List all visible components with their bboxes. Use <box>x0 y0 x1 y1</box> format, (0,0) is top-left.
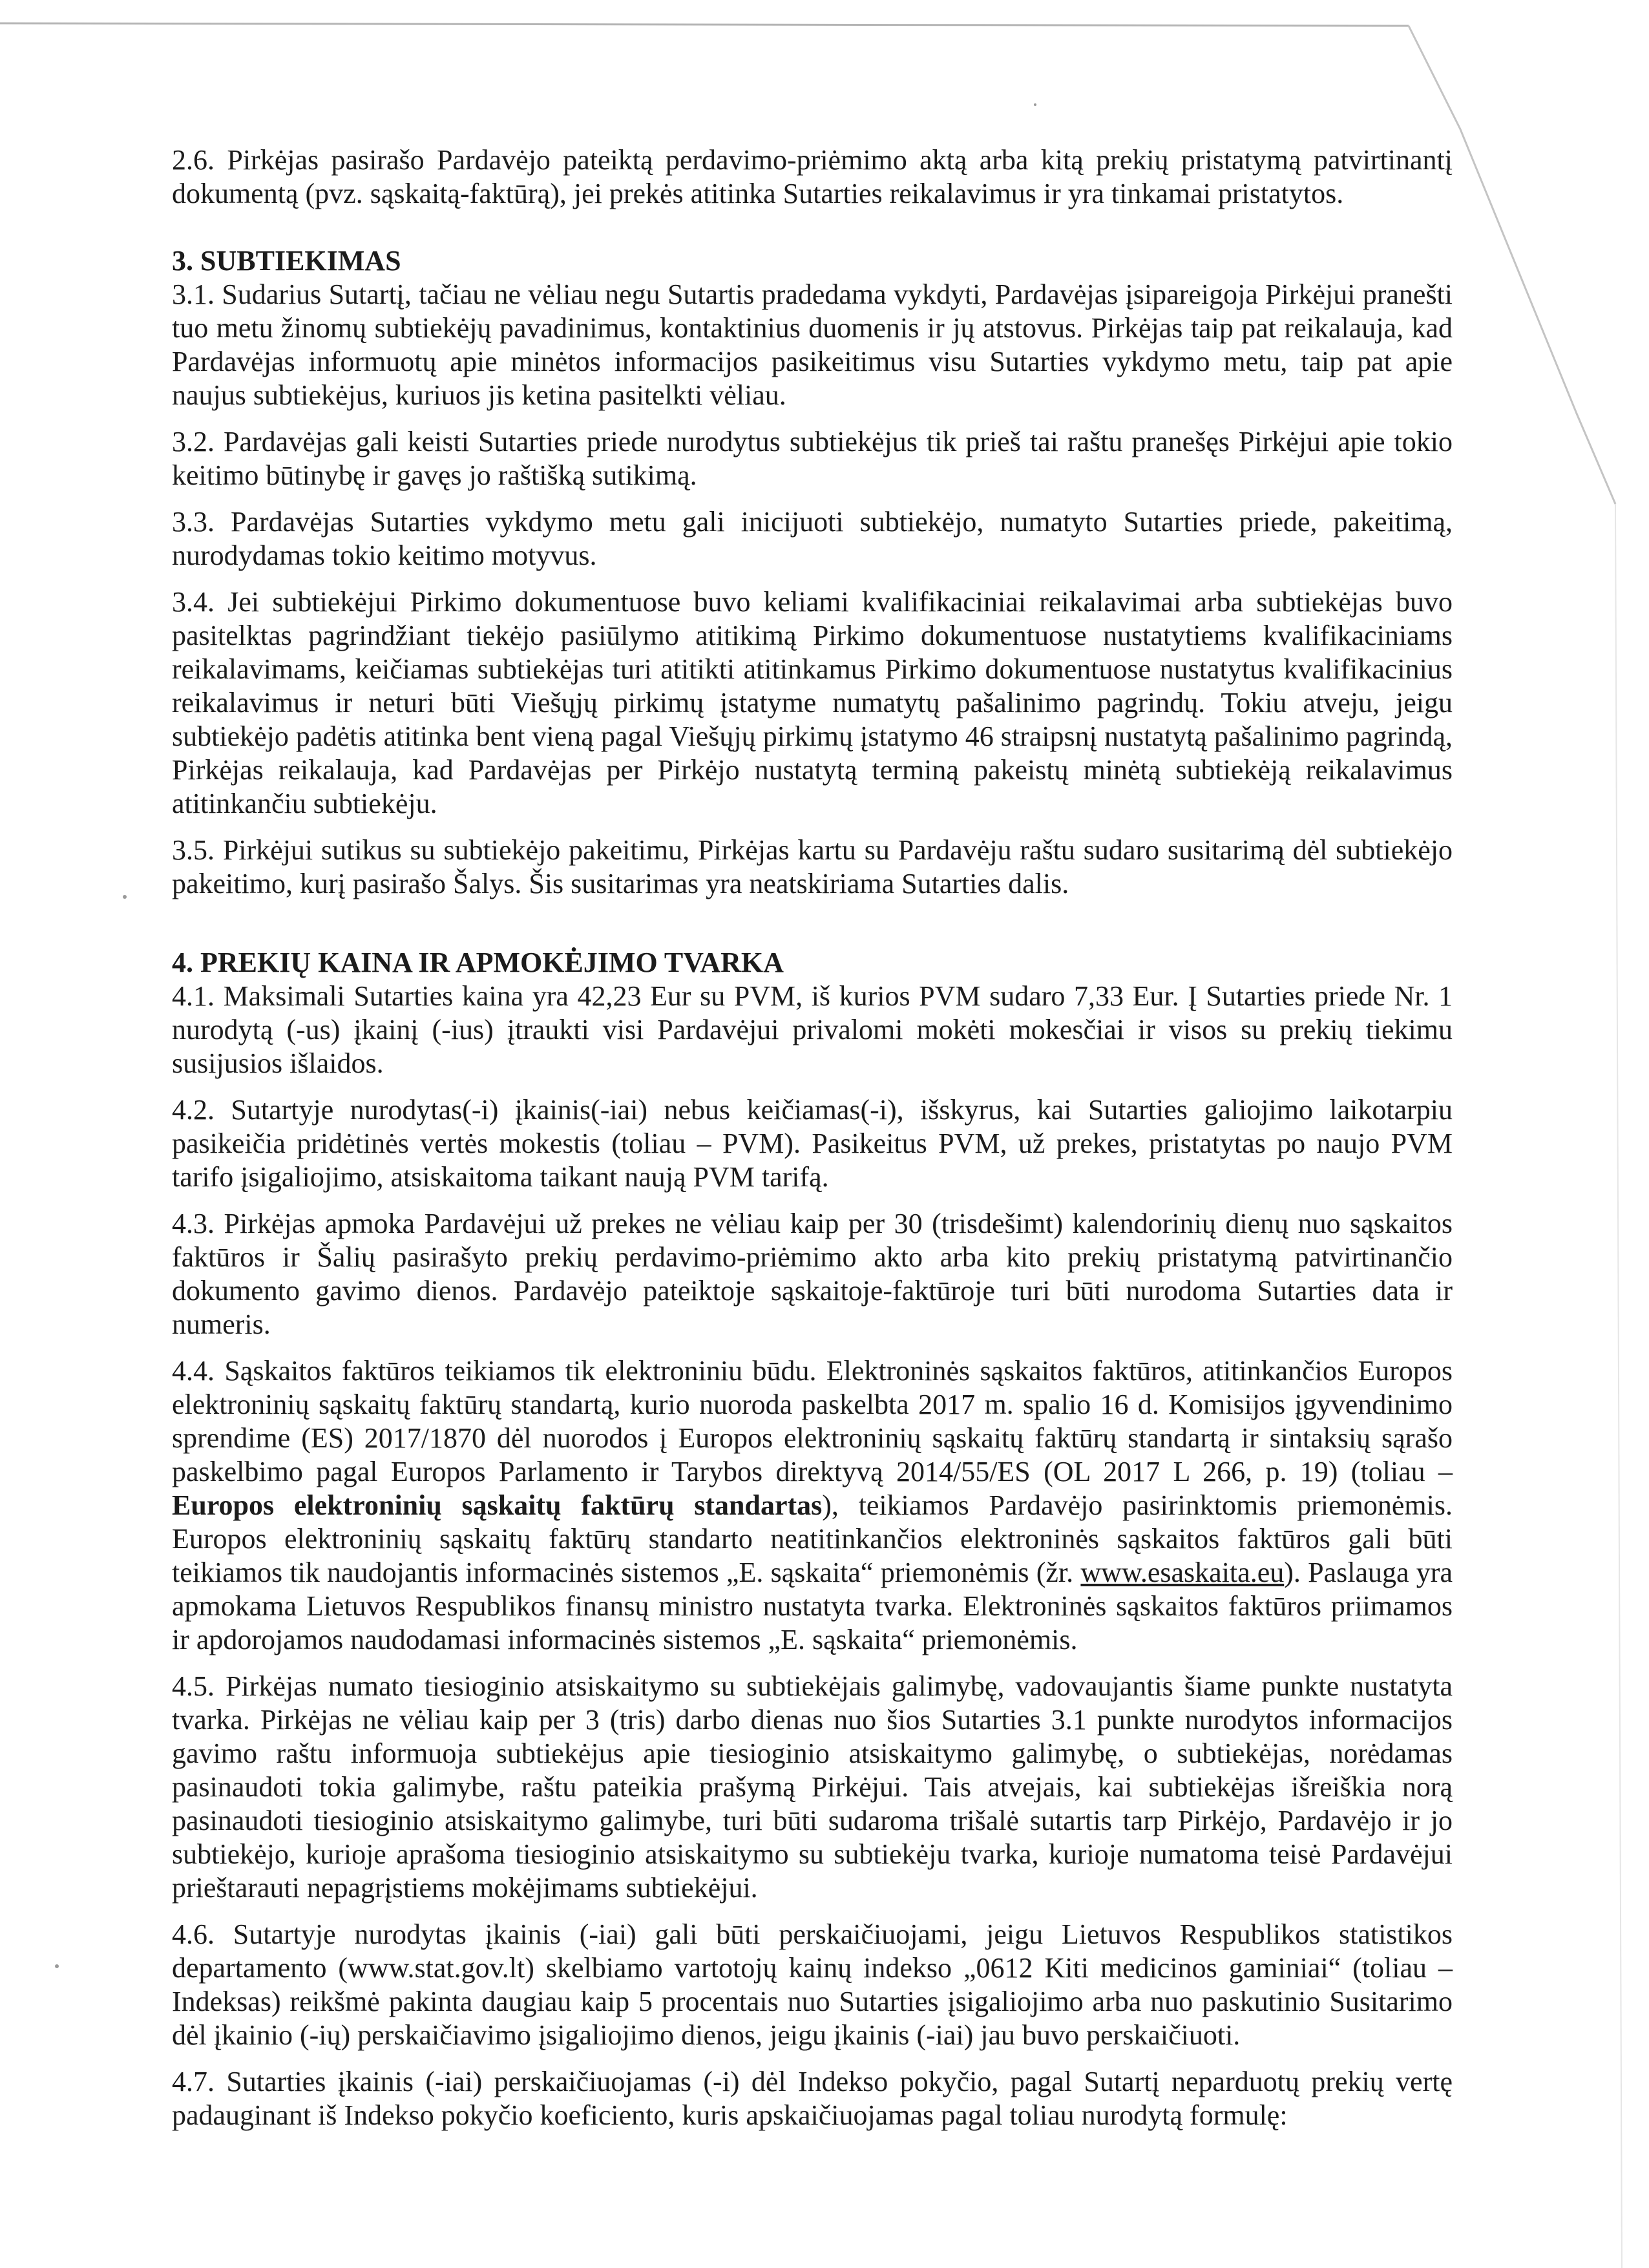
clause-3-4 <box>172 585 1453 821</box>
clause-text: Pardavėjas Sutarties vykdymo metu gali inicijuoti subtiekėjo, numatyto Sutarties priede, pakeitimą, nurodydamas tokio keitimo motyvus. <box>172 506 1453 571</box>
clause-number: 4.4. <box>172 1355 215 1387</box>
clause-text: Sutartyje nurodytas įkainis (-iai) gali būti perskaičiuojami, jeigu Lietuvos Respublikos statistikos departamento (www.stat.gov.lt) skelbiamo vartotojų kainų indekso „0612 Kiti medicinos gaminiai“ (toliau – Indeksas) reikšmė pakinta daugiau kaip 5 procentais nuo Sutarties įsigaliojimo arba nuo paskutinio Susitarimo dėl įkainio (-ių) perskaičiavimo įsigaliojimo dienos, jeigu įkainis (-iai) jau buvo perskaičiuoti. <box>172 1918 1453 2051</box>
clause-number: 2.6. <box>172 144 215 176</box>
clause-4-4 <box>172 1354 1453 1657</box>
clause-2-6 <box>172 143 1453 211</box>
clause-number: 4.6. <box>172 1918 215 1950</box>
clause-4-3 <box>172 1207 1453 1341</box>
defined-term: Europos elektroninių sąskaitų faktūrų standartas <box>172 1489 823 1521</box>
clause-3-2 <box>172 425 1453 492</box>
clause-3-3 <box>172 505 1453 572</box>
clause-number: 4.1. <box>172 980 215 1012</box>
clause-text: Sutartyje nurodytas(-i) įkainis(-iai) nebus keičiamas(-i), išskyrus, kai Sutarties galiojimo laikotarpiu pasikeičia pridėtinės vertės mokestis (toliau – PVM). Pasikeitus PVM, už prekes, pristatytas po naujo PVM tarifo įsigaliojimo, atsiskaitoma taikant naują PVM tarifą. <box>172 1094 1453 1193</box>
clause-number: 4.7. <box>172 2066 215 2097</box>
scan-speck <box>123 895 127 899</box>
clause-number: 3.1. <box>172 278 215 310</box>
clause-number: 4.2. <box>172 1094 215 1126</box>
clause-4-1 <box>172 980 1453 1080</box>
clause-text: Sąskaitos faktūros teikiamos tik elektroniniu būdu. Elektroninės sąskaitos faktūros, atitinkančios Europos elektroninių sąskaitų faktūrų standartą, kurio nuoroda paskelbta 2017 m. spalio 16 d. Komisijos įgyvendinimo sprendime (ES) 2017/1870 dėl nuorodos į Europos elektroninių sąskaitų faktūrų standartą ir sintaksių sąrašo paskelbimo pagal Europos Parlamento ir Tarybos direktyvą 2014/55/ES (OL 2017 L 266, p. 19) (toliau – <box>172 1355 1453 1487</box>
clause-text: Pirkėjas pasirašo Pardavėjo pateiktą perdavimo-priėmimo aktą arba kitą prekių pristatymą patvirtinantį dokumentą (pvz. sąskaitą-faktūrą), jei prekės atitinka Sutarties reikalavimus ir yra tinkamai pristatytos. <box>172 144 1453 209</box>
clause-number: 3.4. <box>172 586 215 618</box>
clause-text: Sudarius Sutartį, tačiau ne vėliau negu Sutartis pradedama vykdyti, Pardavėjas įsipareigoja Pirkėjui pranešti tuo metu žinomų subtiekėjų pavadinimus, kontaktinius duomenis ir jų atstovus. Pirkėjas taip pat reikalauja, kad Pardavėjas informuotų apie minėtos informacijos pasikeitimus visu Sutarties vykdymo metu, taip pat apie naujus subtiekėjus, kuriuos jis ketina pasitelkti vėliau. <box>172 278 1453 411</box>
clause-3-5 <box>172 834 1453 901</box>
clause-number: 4.5. <box>172 1670 215 1702</box>
clause-4-2 <box>172 1093 1453 1194</box>
clause-4-6 <box>172 1918 1453 2052</box>
clause-3-1 <box>172 278 1453 412</box>
clause-number: 4.3. <box>172 1208 215 1239</box>
clause-text: Jei subtiekėjui Pirkimo dokumentuose buvo keliami kvalifikaciniai reikalavimai arba subtiekėjas buvo pasitelktas pagrindžiant tiekėjo pasiūlymo atitikimą Pirkimo dokumentuose nustatytiems kvalifikaciniams reikalavimams, keičiamas subtiekėjas turi atitikti atitinkamus Pirkimo dokumentuose nustatytus kvalifikacinius reikalavimus ir neturi būti Viešųjų pirkimų įstatyme numatytų pašalinimo pagrindų. Tokiu atveju, jeigu subtiekėjo padėtis atitinka bent vieną pagal Viešųjų pirkimų įstatymo 46 straipsnį nustatytą pašalinimo pagrindą, Pirkėjas reikalauja, kad Pardavėjas per Pirkėjo nustatytą terminą pakeistų minėtą subtiekėją reikalavimus atitinkančiu subtiekėju. <box>172 586 1453 819</box>
clause-text: ), teikiamos Pardavėjo pasirinktomis priemonėmis. Europos elektroninių sąskaitų faktūrų standarto neatitinkančios elektroninės sąskaitos faktūros gali būti teikiamos tik naudojantis informacinės sistemos „E. sąskaita“ priemonėmis (žr. <box>172 1489 1453 1588</box>
clause-text: Pirkėjui sutikus su subtiekėjo pakeitimu, Pirkėjas kartu su Pardavėju raštu sudaro susitarimą dėl subtiekėjo pakeitimo, kurį pasirašo Šalys. Šis susitarimas yra neatskiriama Sutarties dalis. <box>172 834 1453 899</box>
section-4-heading: 4. PREKIŲ KAINA IR APMOKĖJIMO TVARKA <box>172 947 784 978</box>
clause-text: Pardavėjas gali keisti Sutarties priede nurodytus subtiekėjus tik prieš tai raštu pranešęs Pirkėjui apie tokio keitimo būtinybę ir gavęs jo raštišką sutikimą. <box>172 426 1453 491</box>
clause-4-7 <box>172 2065 1453 2132</box>
clause-text: Pirkėjas numato tiesioginio atsiskaitymo su subtiekėjais galimybę, vadovaujantis šiame punkte nustatyta tvarka. Pirkėjas ne vėliau kaip per 3 (tris) darbo dienas nuo šios Sutarties 3.1 punkte nurodytos informacijos gavimo raštu informuoja subtiekėjus apie tiesioginio atsiskaitymo galimybę, o subtiekėjas, norėdamas pasinaudoti tokia galimybe, raštu pateikia prašymą Pirkėjui. Tais atvejais, kai subtiekėjas išreiškia norą pasinaudoti tiesioginio atsiskaitymo galimybe, turi būti sudaroma trišalė sutartis tarp Pirkėjo, Pardavėjo ir jo subtiekėjo, kurioje aprašoma tiesioginio atsiskaitymo su subtiekėju tvarka, kurioje numatoma teisė Pardavėjui prieštarauti nepagrįstiems mokėjimams subtiekėjui. <box>172 1670 1453 1904</box>
scan-speck <box>1034 103 1036 106</box>
esaskaita-link[interactable]: www.esaskaita.eu <box>1080 1557 1285 1588</box>
document-body <box>172 143 1453 2145</box>
clause-text: Pirkėjas apmoka Pardavėjui už prekes ne vėliau kaip per 30 (trisdešimt) kalendorinių dienų nuo sąskaitos faktūros ir Šalių pasirašyto prekių perdavimo-priėmimo akto arba kito prekių pristatymą patvirtinančio dokumento gavimo dienos. Pardavėjo pateiktoje sąskaitoje-faktūroje turi būti nurodoma Sutarties data ir numeris. <box>172 1208 1453 1340</box>
clause-text: ). Paslauga yra apmokama Lietuvos Respublikos finansų ministro nustatyta tvarka. Elektroninės sąskaitos faktūros priimamos ir apdorojamos naudodamasi informacinės sistemos „E. sąskaita“ priemonėmis. <box>172 1557 1453 1655</box>
scan-speck <box>55 1964 59 1968</box>
clause-number: 3.3. <box>172 506 215 538</box>
clause-number: 3.2. <box>172 426 215 457</box>
clause-text: Maksimali Sutarties kaina yra 42,23 Eur su PVM, iš kurios PVM sudaro 7,33 Eur. Į Sutarties priede Nr. 1 nurodytą (-us) įkainį (-ius) įtraukti visi Pardavėjui privalomi mokėti mokesčiai ir visos su prekių tiekimu susijusios išlaidos. <box>172 980 1453 1079</box>
clause-text: Sutarties įkainis (-iai) perskaičiuojamas (-i) dėl Indekso pokyčio, pagal Sutartį neparduotų prekių vertę padauginant iš Indekso pokyčio koeficiento, kuris apskaičiuojamas pagal toliau nurodytą formulę: <box>172 2066 1453 2131</box>
section-3-heading: 3. SUBTIEKIMAS <box>172 245 401 277</box>
clause-number: 3.5. <box>172 834 215 866</box>
clause-4-5 <box>172 1670 1453 1905</box>
